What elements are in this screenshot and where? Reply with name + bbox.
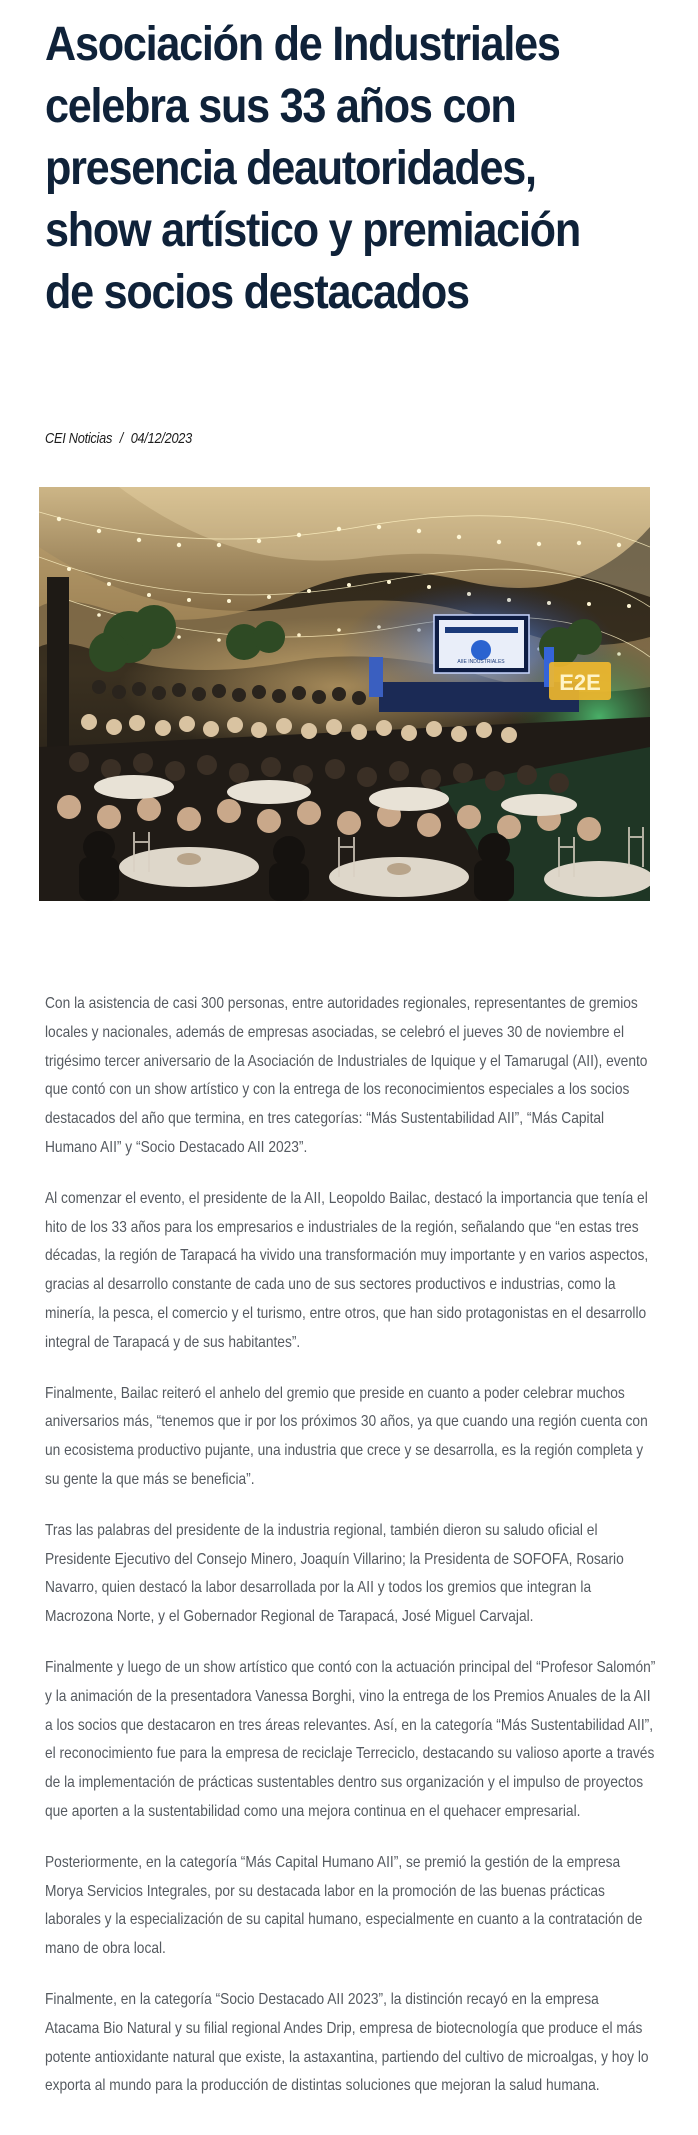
article-paragraph: Al comenzar el evento, el presidente de la AII, Leopoldo Bailac, destacó la importancia que tenía el hito de los 33 años para los empresarios e industriales de la región, señalando que “en estas tres décadas, la región de Tarapacá ha vivido una transformación muy importante y en varios aspectos, gracias al desarrollo constante de cada uno de sus sectores productivos e industrias, como la minería, la pesca, el comercio y el turismo, entre otros, que han sido protagonistas en el desarrollo integral de Tarapacá y de sus habitantes”. xyxy=(45,1189,649,1351)
stage-screen-text: AIIE INDUSTRIALES xyxy=(457,659,505,665)
article-paragraph: Con la asistencia de casi 300 personas, entre autoridades regionales, representantes de gremios locales y nacionales, además de empresas asociadas, se celebró el jueves 30 de noviembre el trigésimo tercer aniversario de la Asociación de Industriales de Iquique y el Tamarugal (AII), evento que contó con un show artístico y con la entrega de los reconocimientos especiales a los socios destacados del año que termina, en tres categorías: “Más Sustentabilidad AII”, “Más Capital Humano AII” y “Socio Destacado AII 2023”. xyxy=(45,995,648,1156)
article-body xyxy=(45,990,655,2123)
article-paragraph: Finalmente, Bailac reiteró el anhelo del gremio que preside en cuanto a poder celebrar muchos aniversarios más, “tenemos que ir por los próximos 30 años, ya que cuando una región cuenta con un ecosistema productivo pujante, una industria que crece y se desarrolla, es la región completa y su gente la que más se beneficia”. xyxy=(45,1384,648,1488)
article-paragraph: Tras las palabras del presidente de la industria regional, también dieron su saludo oficial el Presidente Ejecutivo del Consejo Minero, Joaquín Villarino; la Presidenta de SOFOFA, Rosario Navarro, quien destacó la labor desarrollada por la AII y todos los gremios que integran la Macrozona Norte, y el Gobernador Regional de Tarapacá, José Miguel Carvajal. xyxy=(45,1521,624,1626)
article-source[interactable]: CEI Noticias xyxy=(45,430,113,447)
article-paragraph: Finalmente y luego de un show artístico que contó con la actuación principal del “Profesor Salomón” y la animación de la presentadora Vanessa Borghi, vino la entrega de los Premios Anuales de la AII a los socios que destacaron en tres áreas relevantes. Así, en la categoría “Más Sustentabilidad AII”, el reconocimiento fue para la empresa de reciclaje Terreciclo, destacando su valioso aporte a través de la implementación de prácticas sustentables dentro sus organización y el impulso de proyectos que aporten a la sustentabilidad como una mejora continua en el quehacer empresarial. xyxy=(45,1658,656,1820)
article-paragraph: Posteriormente, en la categoría “Más Capital Humano AII”, se premió la gestión de la empresa Morya Servicios Integrales, por su destacada labor en la promoción de las buenas prácticas laborales y la especialización de su capital humano, especialmente en cuanto a la contratación de mano de obra local. xyxy=(45,1853,643,1958)
side-sign-text: E2E xyxy=(559,670,601,695)
article-date: 04/12/2023 xyxy=(130,430,192,447)
article-title: Asociación de Industriales celebra sus 33 años con presencia deautoridades, show artístico y premiación de socios destacados xyxy=(45,18,580,319)
event-hall-illustration xyxy=(39,487,650,901)
event-photo xyxy=(39,487,650,901)
article-meta xyxy=(45,430,192,447)
meta-separator: / xyxy=(119,430,124,447)
article-paragraph: Finalmente, en la categoría “Socio Destacado AII 2023”, la distinción recayó en la empresa Atacama Bio Natural y su filial regional Andes Drip, empresa de biotecnología que produce el más potente antioxidante natural que existe, la astaxantina, partiendo del cultivo de microalgas, y hoy lo exporta al mundo para la producción de distintas soluciones que mejoran la salud humana. xyxy=(45,1990,649,2095)
